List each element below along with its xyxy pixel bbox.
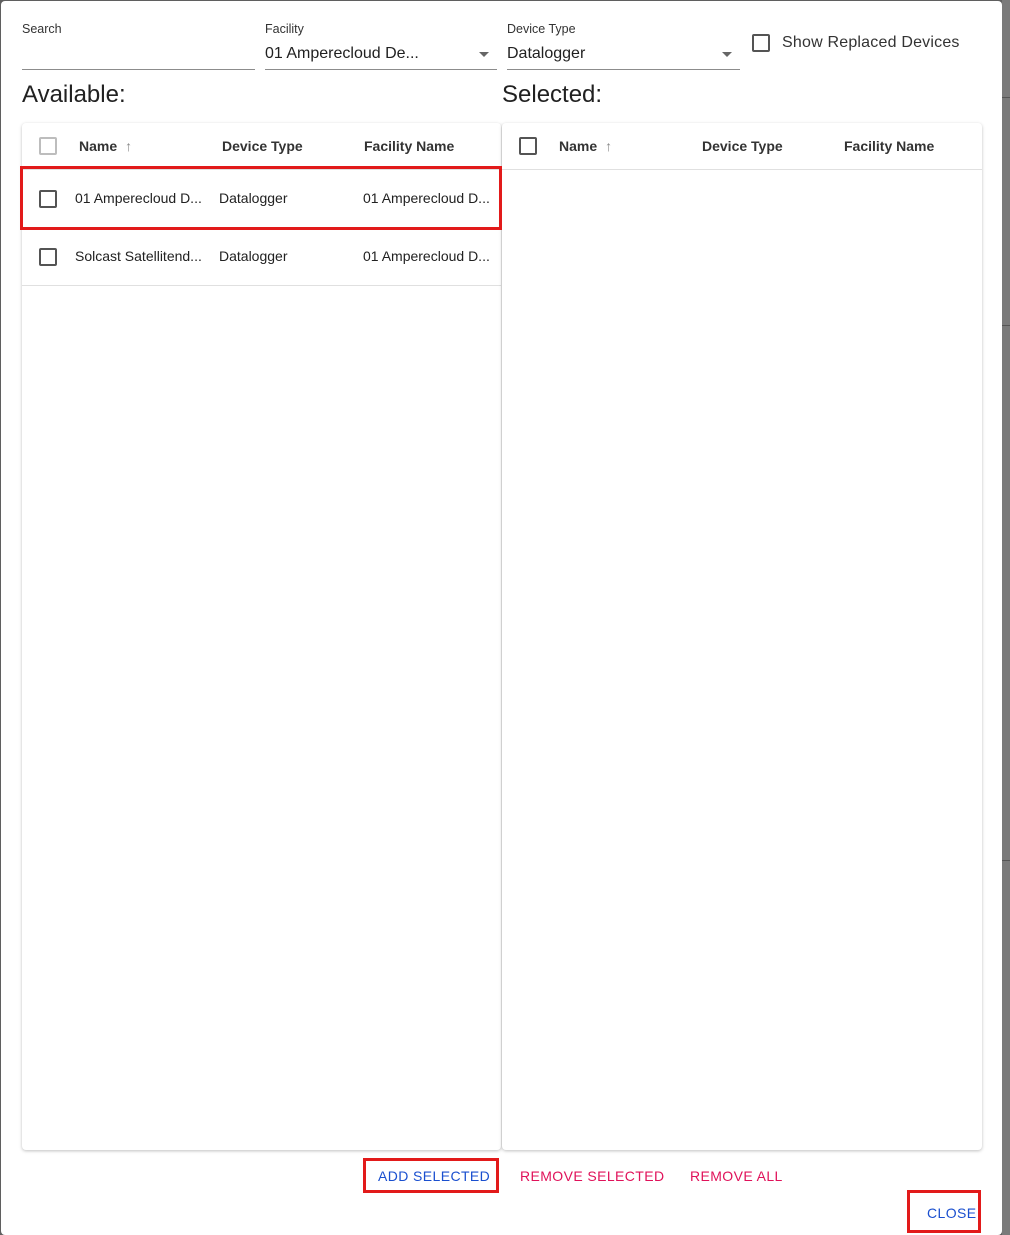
select-all-checkbox[interactable] (39, 137, 57, 155)
backdrop-divider (1002, 325, 1010, 326)
table-row[interactable] (22, 228, 501, 286)
chevron-down-icon[interactable] (479, 52, 489, 57)
search-underline (22, 69, 255, 70)
device-selection-dialog (1, 1, 1002, 1235)
cell-facility-name: 01 Amperecloud D... (363, 248, 490, 264)
row-checkbox[interactable] (39, 190, 57, 208)
device-type-select[interactable] (507, 22, 740, 70)
available-table-header (22, 123, 501, 170)
backdrop-divider (1002, 860, 1010, 861)
column-header-name[interactable]: Name ↑ (79, 138, 133, 154)
add-selected-button[interactable]: ADD SELECTED (378, 1168, 491, 1184)
backdrop-divider (1002, 97, 1010, 98)
facility-underline (265, 69, 497, 70)
column-header-name[interactable]: Name ↑ (559, 138, 613, 154)
device-type-underline (507, 69, 740, 70)
select-all-checkbox[interactable] (519, 137, 537, 155)
available-table (22, 123, 501, 1150)
facility-select[interactable] (265, 22, 497, 70)
show-replaced-toggle[interactable] (752, 34, 960, 52)
arrow-up-icon[interactable]: ↑ (125, 138, 133, 154)
selected-title: Selected: (502, 81, 603, 108)
row-checkbox[interactable] (39, 248, 57, 266)
cell-device-type: Datalogger (219, 190, 288, 206)
chevron-down-icon[interactable] (722, 52, 732, 57)
facility-value[interactable]: 01 Amperecloud De... (265, 45, 419, 62)
table-row[interactable] (22, 170, 501, 228)
cell-device-type: Datalogger (219, 248, 288, 264)
column-header-facility-name[interactable]: Facility Name (364, 138, 455, 154)
facility-label: Facility (265, 22, 304, 36)
search-label: Search (22, 22, 62, 36)
selected-table (502, 123, 982, 1150)
selected-table-header (502, 123, 982, 170)
search-field[interactable] (22, 22, 255, 70)
show-replaced-label: Show Replaced Devices (782, 34, 960, 51)
cell-name: 01 Amperecloud D... (75, 190, 202, 206)
show-replaced-checkbox[interactable] (752, 34, 770, 52)
remove-selected-button[interactable]: REMOVE SELECTED (520, 1168, 665, 1184)
available-title: Available: (22, 81, 126, 108)
column-header-facility-name[interactable]: Facility Name (844, 138, 935, 154)
column-header-device-type[interactable]: Device Type (702, 138, 783, 154)
device-type-value[interactable]: Datalogger (507, 45, 586, 62)
close-button[interactable]: CLOSE (927, 1205, 977, 1221)
arrow-up-icon[interactable]: ↑ (605, 138, 613, 154)
cell-facility-name: 01 Amperecloud D... (363, 190, 490, 206)
device-type-label: Device Type (507, 22, 576, 36)
backdrop (1002, 0, 1010, 1235)
cell-name: Solcast Satellitend... (75, 248, 202, 264)
column-header-device-type[interactable]: Device Type (222, 138, 303, 154)
remove-all-button[interactable]: REMOVE ALL (690, 1168, 783, 1184)
